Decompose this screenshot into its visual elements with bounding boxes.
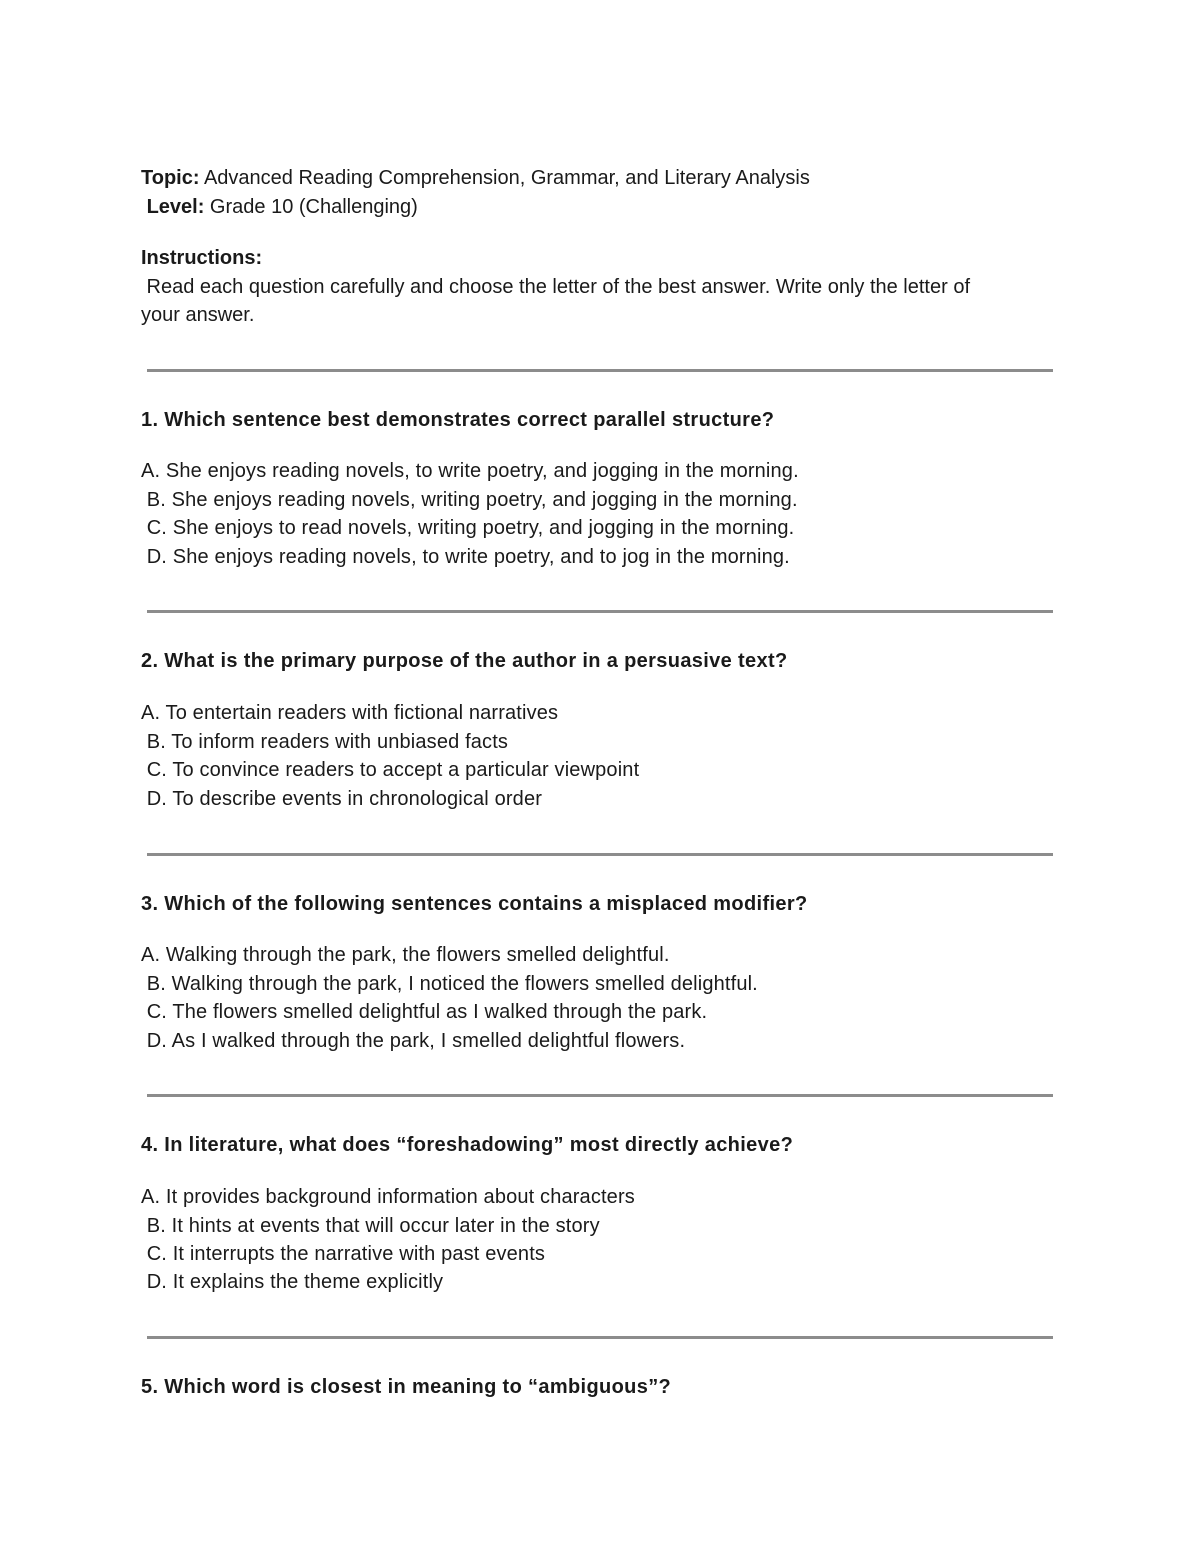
instructions-text-line-1: Read each question carefully and choose the letter of the best answer. Write only the letter of <box>141 276 971 298</box>
question-1-title: 1. Which sentence best demonstrates correct parallel structure? <box>141 409 775 431</box>
question-3-title: 3. Which of the following sentences contains a misplaced modifier? <box>141 893 808 915</box>
level-label: Level: <box>146 196 205 218</box>
question-3-option-b: B. Walking through the park, I noticed the flowers smelled delightful. <box>141 973 758 995</box>
question-2-option-c: C. To convince readers to accept a particular viewpoint <box>141 759 640 781</box>
question-1-option-b: B. She enjoys reading novels, writing poetry, and jogging in the morning. <box>141 489 798 511</box>
level-line <box>141 195 418 219</box>
section-divider <box>147 853 1053 856</box>
question-4-title: 4. In literature, what does “foreshadowing” most directly achieve? <box>141 1134 794 1156</box>
question-4-option-a: A. It provides background information about characters <box>141 1186 635 1208</box>
question-2-option-b: B. To inform readers with unbiased facts <box>141 731 509 753</box>
question-3-option-c: C. The flowers smelled delightful as I walked through the park. <box>141 1001 708 1023</box>
section-divider <box>147 369 1053 372</box>
question-1-option-d: D. She enjoys reading novels, to write poetry, and to jog in the morning. <box>141 546 790 568</box>
question-4-option-b: B. It hints at events that will occur later in the story <box>141 1215 600 1237</box>
question-4-option-c: C. It interrupts the narrative with past events <box>141 1243 546 1265</box>
question-4-option-d: D. It explains the theme explicitly <box>141 1271 444 1293</box>
instructions-text-line-2: your answer. <box>141 304 255 326</box>
level-value: Grade 10 (Challenging) <box>204 196 418 218</box>
topic-label: Topic: <box>141 167 200 189</box>
section-divider <box>147 1336 1053 1339</box>
section-divider <box>147 610 1053 613</box>
question-2-option-a: A. To entertain readers with fictional narratives <box>141 702 559 724</box>
question-1-option-c: C. She enjoys to read novels, writing poetry, and jogging in the morning. <box>141 517 795 539</box>
question-3-option-a: A. Walking through the park, the flowers smelled delightful. <box>141 944 670 966</box>
question-1-option-a: A. She enjoys reading novels, to write poetry, and jogging in the morning. <box>141 460 799 482</box>
section-divider <box>147 1094 1053 1097</box>
question-2-option-d: D. To describe events in chronological order <box>141 788 543 810</box>
question-5-title: 5. Which word is closest in meaning to “ambiguous”? <box>141 1376 672 1398</box>
topic-value: Advanced Reading Comprehension, Grammar, and Literary Analysis <box>199 167 810 189</box>
question-2-title: 2. What is the primary purpose of the author in a persuasive text? <box>141 650 788 672</box>
topic-line <box>141 166 810 190</box>
instructions-heading: Instructions: <box>141 247 263 269</box>
question-3-option-d: D. As I walked through the park, I smelled delightful flowers. <box>141 1030 686 1052</box>
